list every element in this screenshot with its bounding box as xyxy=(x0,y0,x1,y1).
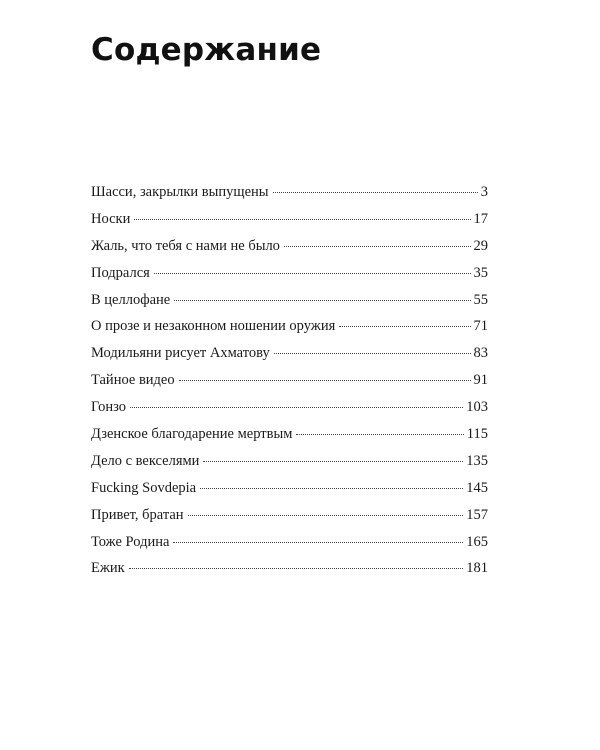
toc-entry xyxy=(91,453,488,480)
toc-entry-title: Привет, братан xyxy=(91,506,184,523)
toc-entry-title: Тайное видео xyxy=(91,372,175,389)
dot-leader xyxy=(154,273,471,274)
dot-leader xyxy=(274,353,471,354)
dot-leader xyxy=(203,461,463,462)
toc-entry-page: 145 xyxy=(466,479,488,496)
dot-leader xyxy=(174,300,470,301)
toc-entry-title: Тоже Родина xyxy=(91,533,170,550)
toc-entry-page: 17 xyxy=(473,210,488,227)
dot-leader xyxy=(129,568,464,569)
dot-leader xyxy=(188,515,464,516)
toc-entry xyxy=(91,372,488,399)
toc-entry-title: Дело с векселями xyxy=(91,452,200,469)
toc-entry-page: 165 xyxy=(466,533,488,550)
dot-leader xyxy=(130,407,463,408)
toc-entry-title: Подрался xyxy=(91,264,150,281)
toc-entry xyxy=(91,560,488,587)
dot-leader xyxy=(284,246,471,247)
toc-entry-page: 157 xyxy=(466,506,488,523)
toc-entry-title: Ежик xyxy=(91,560,125,577)
dot-leader xyxy=(173,542,463,543)
dot-leader xyxy=(339,326,470,327)
toc-entry-title: Модильяни рисует Ахматову xyxy=(91,345,270,362)
toc-entry xyxy=(91,480,488,507)
toc-entry-page: 181 xyxy=(466,560,488,577)
toc-entry-title: Жаль, что тебя с нами не было xyxy=(91,237,280,254)
toc-entry-title: В целлофане xyxy=(91,291,171,308)
toc-entry-page: 29 xyxy=(473,237,488,254)
toc-entry-page: 103 xyxy=(466,399,488,416)
toc-entry xyxy=(91,507,488,534)
toc-entry-page: 71 xyxy=(473,318,488,335)
dot-leader xyxy=(296,434,463,435)
dot-leader xyxy=(134,219,470,220)
toc-entry-page: 91 xyxy=(473,372,488,389)
toc-entry-page: 55 xyxy=(473,291,488,308)
toc-entry-title: Шасси, закрылки выпущены xyxy=(91,184,269,200)
toc-entry-page: 35 xyxy=(473,264,488,281)
toc-entry xyxy=(91,184,488,211)
dot-leader xyxy=(200,488,463,489)
toc-entry-page: 135 xyxy=(466,452,488,469)
toc-entry xyxy=(91,292,488,319)
toc-entry-title: Носки xyxy=(91,210,131,227)
toc-entry xyxy=(91,318,488,345)
table-of-contents xyxy=(91,184,488,587)
toc-entry-title: О прозе и незаконном ношении оружия xyxy=(91,318,336,335)
toc-entry-page: 3 xyxy=(480,184,488,200)
toc-entry xyxy=(91,265,488,292)
toc-entry xyxy=(91,345,488,372)
dot-leader xyxy=(273,192,478,193)
toc-entry-page: 115 xyxy=(466,426,488,443)
toc-entry-title: Гонзо xyxy=(91,399,127,416)
toc-entry xyxy=(91,399,488,426)
toc-entry-title: Дзенское благодарение мертвым xyxy=(91,426,293,443)
toc-entry xyxy=(91,211,488,238)
dot-leader xyxy=(179,380,471,381)
page-title: Содержание xyxy=(91,32,322,68)
toc-entry-page: 83 xyxy=(473,345,488,362)
toc-entry xyxy=(91,534,488,561)
toc-entry-title: Fucking Sovdepia xyxy=(91,479,197,496)
toc-entry xyxy=(91,426,488,453)
toc-entry xyxy=(91,238,488,265)
